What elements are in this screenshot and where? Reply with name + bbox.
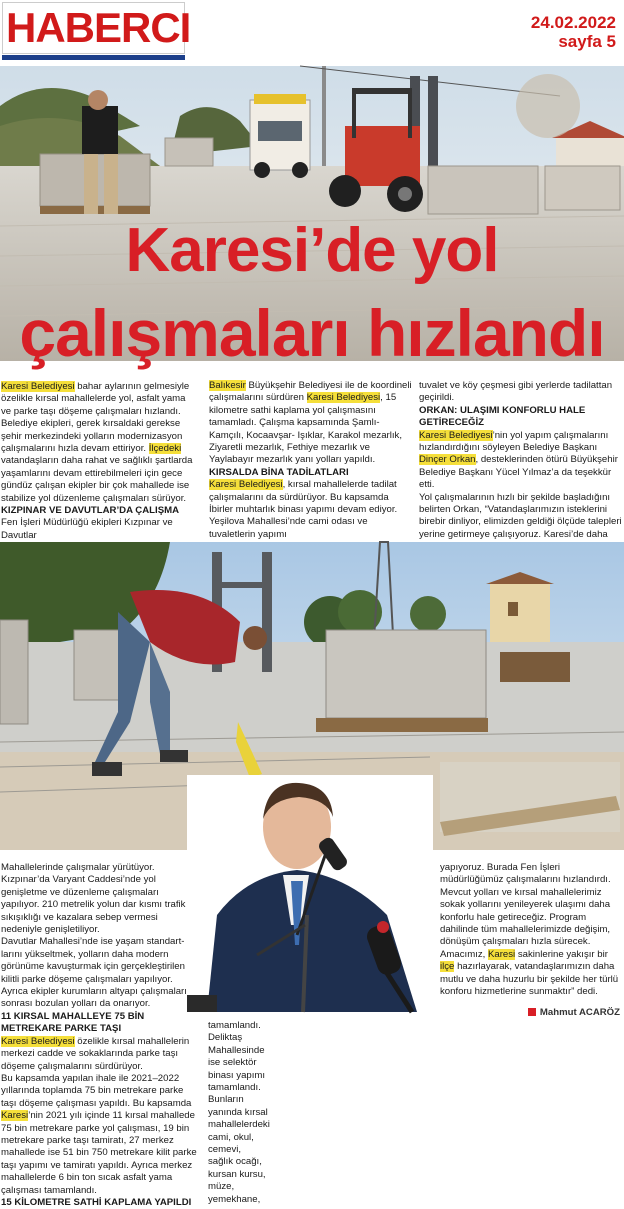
page-number: sayfa 5 (558, 32, 616, 51)
article-paragraph: Davutlar Mahallesi’nde ise yaşam standart- larını yükseltmek, yolların daha modern görünüme kavuşturmak için gerçekleştirilen kilitli parke döşeme çalışmaları yapılıyor. (1, 936, 185, 985)
headline-line-1: Karesi’de yol (125, 216, 499, 285)
article-column-6 (208, 1020, 268, 1206)
photo3-image (187, 775, 433, 1012)
logo-text: HABERCI (6, 4, 191, 51)
article-paragraph: ORKAN: ULAŞIMI KONFORLU HALE GETİRECEĞİZ (419, 404, 586, 429)
article-paragraph: Kızpınar’da Varyant Caddesi’nde yol genişletme ve düzenleme çalışmaları yapılıyor. 210 metrelik yolun dar kısmı trafik sıkışıklığı ve kazalara sebep vermesi nedeniyle genişletiliyor. (1, 874, 186, 936)
photo-mayor-speaking (187, 775, 433, 1012)
article-column-1 (1, 381, 197, 542)
article-paragraph: Fen İşleri Müdürlüğü ekipleri Kızpınar ve Davutlar (1, 517, 173, 541)
headline-line-2: çalışmaları hızlandı (19, 296, 605, 370)
article-paragraph: Ayrıca ekipler kurumların altyapı çalışmaları sonrası bozulan yolları da onarıyor. (1, 986, 187, 1010)
article-paragraph: yapıyoruz. Burada Fen İşleri müdürlüğümüz çalışmalarını hızlandırdı. Mevcut yolları ve kırsal mahallelerimiz sokak yollarını yenileyerek ulaşımı daha konforlu hale getireceğiz. Program dahilinde tüm mahallelerimizde değişim, dönüşüm çalışmaları hızla sürecek. Amacımız, Karesi sakinlerine yakışır bir ilçe hazırlayarak, vatandaşlarımızın daha mutlu ve daha huzurlu bir şekilde her türlü konforu hizmetlerine sunmaktır” dedi. (440, 862, 619, 998)
article-paragraph: Karesi Belediyesi bahar aylarının gelmesiyle özelikle kırsal mahallelerde yol, asfalt yama ve parke taşı döşeme çalışmaları hızlandı. Belediye ekipleri, gerek kırsaldaki gerekse şehir merkezindeki yolların modernizasyon çalışmalarını hızla devam ettiriyor. İlçedeki vatandaşların daha rahat ve sağlıklı şartlarda yaşamlarını devam ettirebilmeleri için gece gündüz çalışan ekipler bir çok mahallede ise stabilize yol düzenleme çalışmaları sürüyor. (1, 381, 193, 504)
article-paragraph: Karesi Belediyesi özelikle kırsal mahallelerin merkezi cadde ve sokaklarında parke taşı döşeme çalışmalarını sürdürüyor. (1, 1035, 190, 1072)
article-column-4 (1, 862, 199, 1209)
article-paragraph: Bu kapsamda yapılan ihale ile 2021–2022 yıllarında toplamda 75 bin metrekare parke taşı döşeme çalışması yapıldı. Bu kapsamda Karesi’nin 2021 yılı içinde 11 kırsal mahallede 75 bin metrekare parke yol çalışması, 19 bin metrekare parke taşı tamiratı, 27 merkez mahallede ise 51 bin 750 metrekare kilit parke taşı yapımı ve tamiratı yapıldı. Ayrıca merkez mahallelerde 6 bin ton sıcak asfalt yama çalışması tamamlandı. (1, 1072, 197, 1196)
article-column-5 (440, 862, 622, 998)
byline-square-icon (528, 1008, 536, 1016)
article-paragraph: KIZPINAR VE DAVUTLAR’DA ÇALIŞMA (1, 505, 180, 517)
author-byline (528, 1007, 620, 1018)
article-paragraph: Karesi Belediyesi, kırsal mahallelerde tadilat çalışmalarını da sürdürüyor. Bu kapsamda İbirler muhtarlık binası yapımı devam ediyor. Yeşilova Mahallesi’nde cami odası ve tuvaletlerin yapımı (209, 479, 398, 540)
article-paragraph: 11 KIRSAL MAHALLEYE 75 BİN METREKARE PARKE TAŞI (1, 1010, 145, 1035)
article-paragraph: tuvalet ve köy çeşmesi gibi yerlerde tadilattan geçirildi. (419, 380, 613, 404)
article-paragraph: Yol çalışmalarının hızlı bir şekilde başladığını belirten Orkan, “Vatandaşlarımızın isteklerini birebir dinliyor, elimizden geldiği ölçüde talepleri yerine getirmeye çalışıyoruz. Karesi’de daha (419, 491, 622, 540)
article-column-2 (209, 380, 413, 541)
article-column-3 (419, 380, 622, 566)
article-paragraph: 15 KİLOMETRE SATHİ KAPLAMA YAPILDI (1, 1196, 192, 1208)
newspaper-logo (2, 2, 191, 60)
article-paragraph: Balıkesir Büyükşehir Belediyesi ile de koordineli çalışmalarını sürdüren Karesi Belediyesi, 15 kilometre sathi kaplama yol çalışmasını tamamladı. Çalışma kapsamında Şamlı- Kamçılı, Kocaavşar- Işıklar, Karakol mezarlık, Ziyaretli mezarlık, Fethiye mezarlık ve Yaylabayır mezarlık yanı yolları yapıldı. (209, 380, 412, 466)
article-paragraph: Mahallelerinde çalışmalar yürütüyor. (1, 862, 155, 873)
article-paragraph: tamamlandı. Deliktaş Mahallesinde ise selektör binası yapımı tamamlandı. Bunların yanında kırsal mahallelerdeki cami, okul, cemevi, sağlık ocağı, kursan kursu, müze, yemekhane, (208, 1020, 270, 1205)
article-paragraph: KIRSALDA BİNA TADİLATLARI (209, 466, 349, 478)
article-paragraph: Karesi Belediyesi’nin yol yapım çalışmalarını hızlandırdığını söyleyen Belediye Başkanı Dinçer Orkan, desteklerinden ötürü Büyükşehir Belediye Başkanı Yücel Yılmaz’a da teşekkür etti. (419, 429, 618, 491)
author-name: Mahmut ACARÖZ (539, 1007, 620, 1018)
issue-date: 24.02.2022 (530, 13, 616, 32)
